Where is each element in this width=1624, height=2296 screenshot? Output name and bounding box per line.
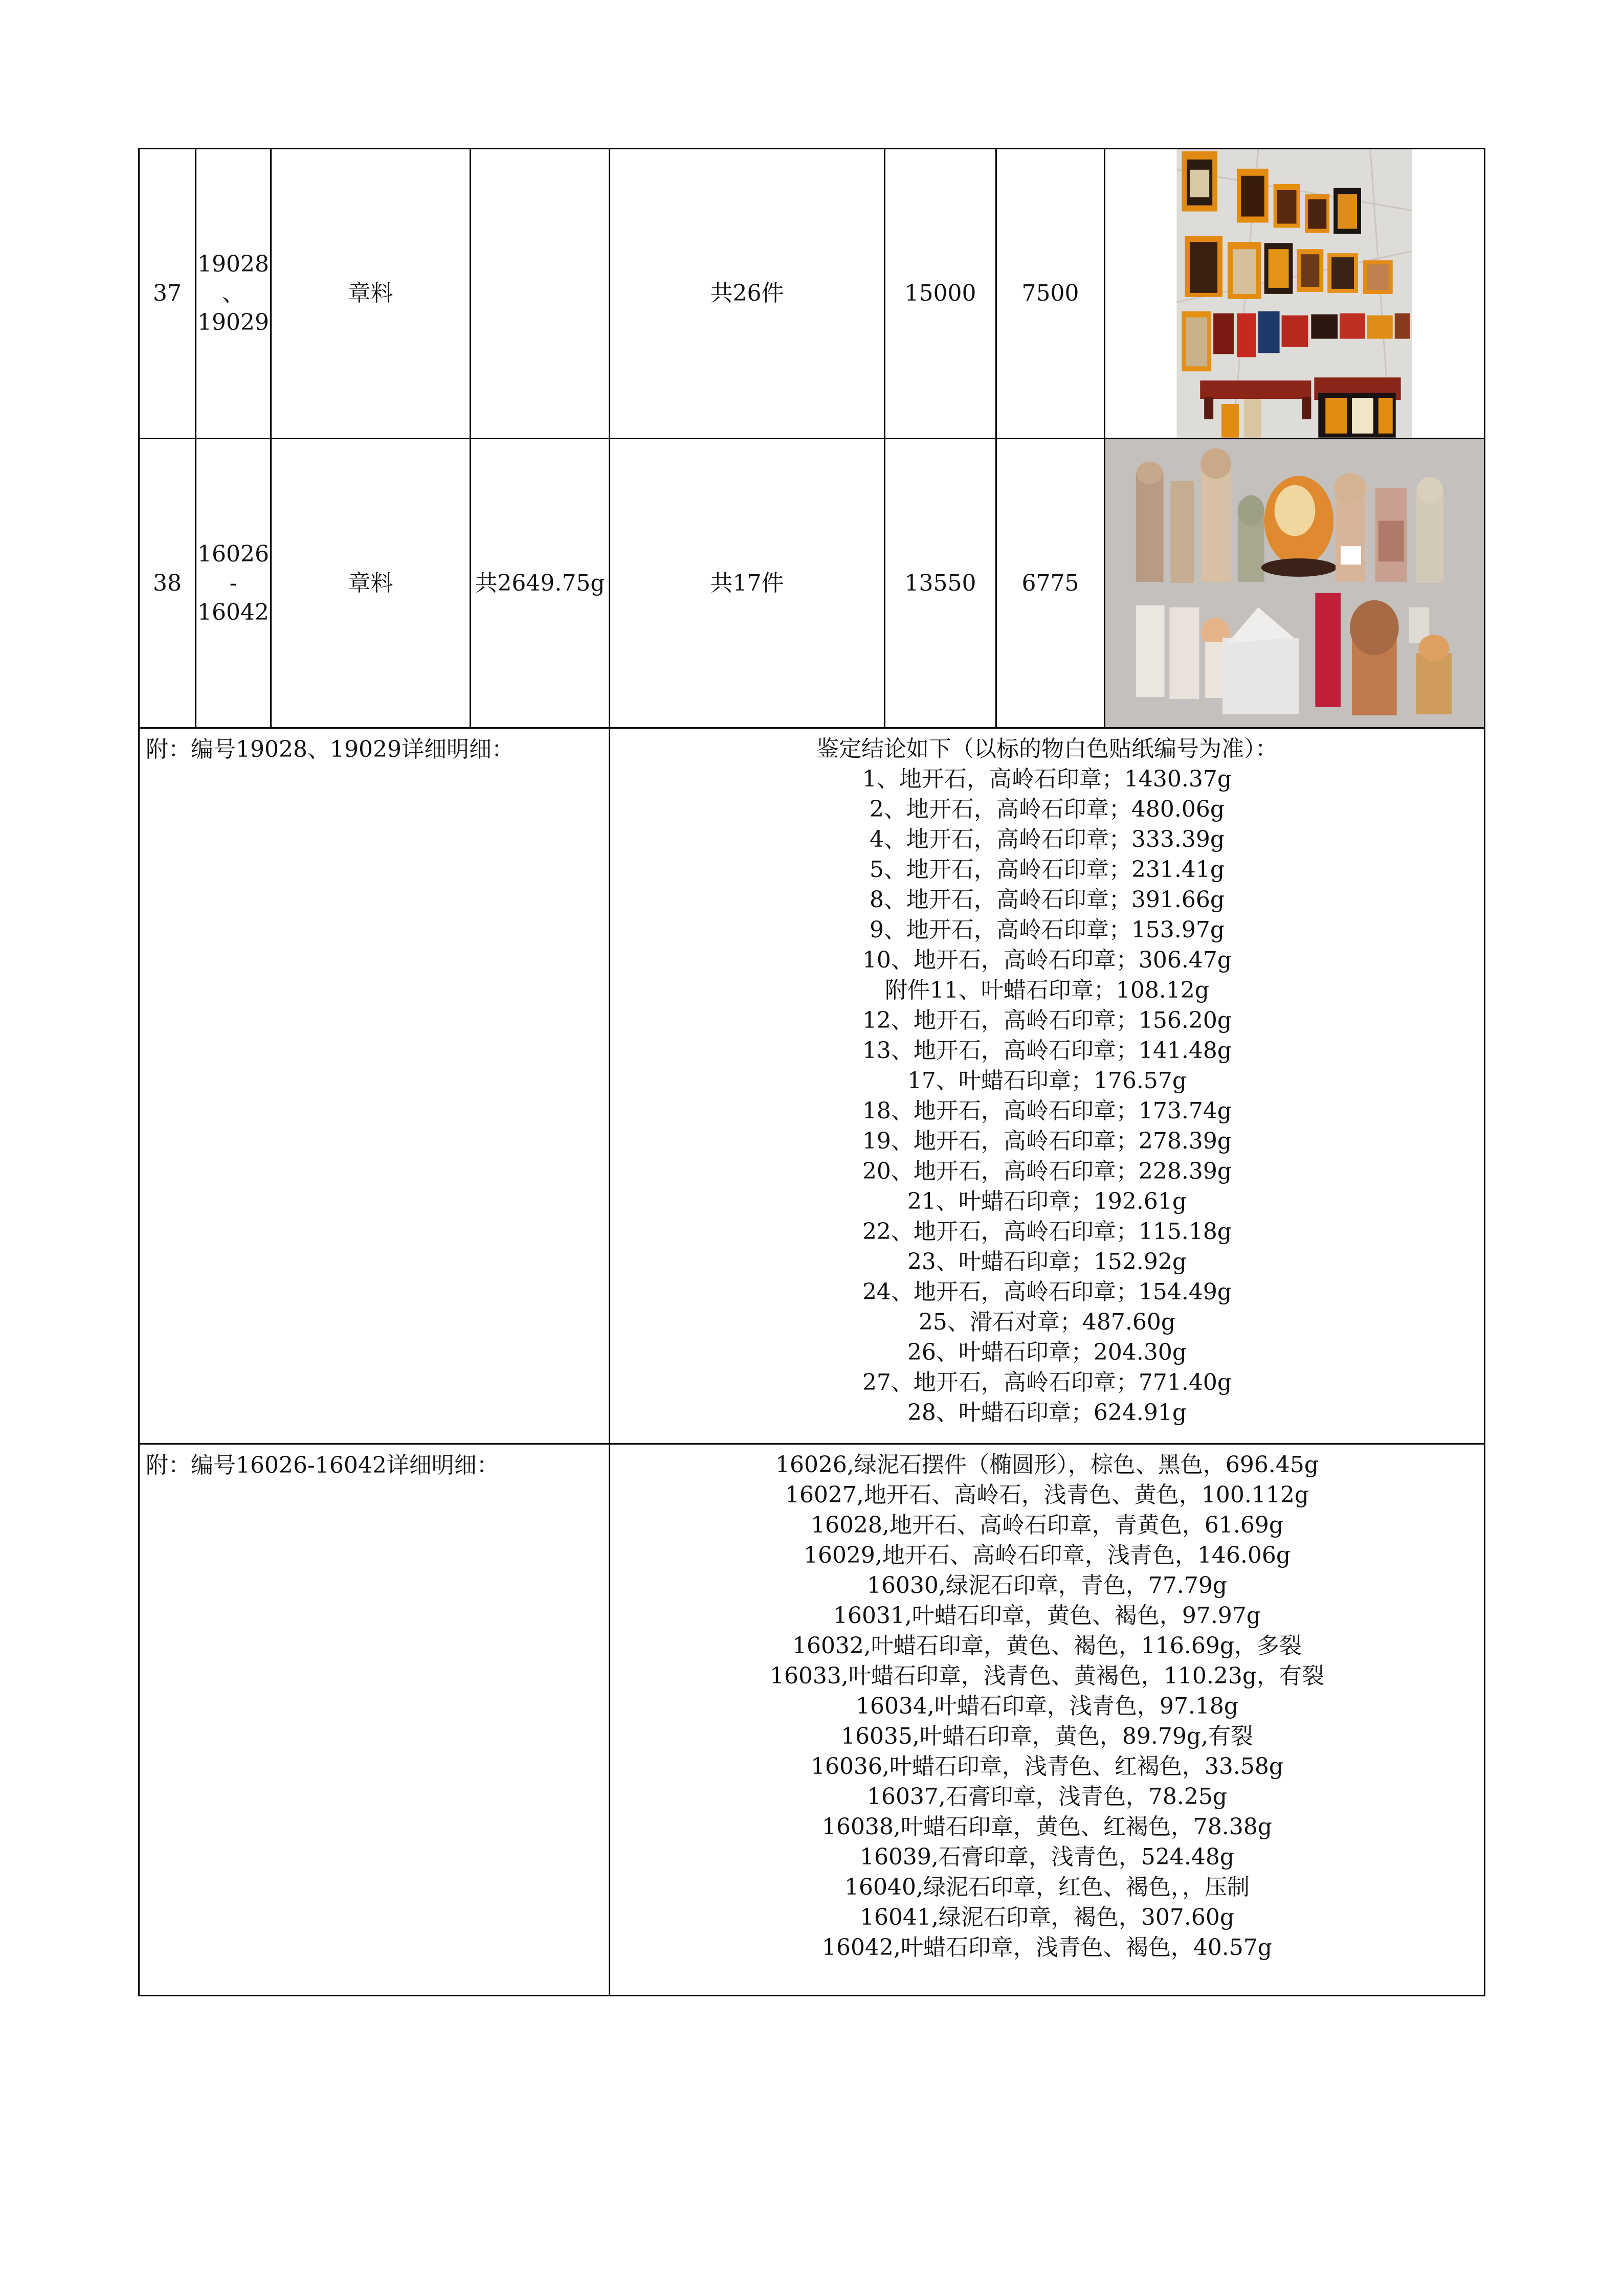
table-row: [139, 438, 1485, 728]
list-item: 鉴定结论如下（以标的物白色贴纸编号为准）：: [816, 736, 1278, 762]
stone-seals-photo: [1105, 438, 1485, 728]
item-code-line: 19028: [197, 251, 269, 278]
item-code-line: 19029: [197, 309, 269, 336]
item-value-2: 7500: [996, 149, 1105, 439]
item-quantity: 共26件: [610, 149, 885, 439]
list-item: 26、叶蜡石印章；204.30g: [907, 1339, 1187, 1366]
list-item: 16033,叶蜡石印章，浅青色、黄褐色，110.23g，有裂: [769, 1663, 1325, 1690]
list-item: 16034,叶蜡石印章，浅青色，97.18g: [855, 1693, 1239, 1720]
list-item: 16039,石膏印章，浅青色，524.48g: [859, 1844, 1235, 1871]
list-item: 16030,绿泥石印章，青色，77.79g: [866, 1572, 1228, 1599]
list-item: 21、叶蜡石印章；192.61g: [907, 1188, 1187, 1215]
list-item: 16035,叶蜡石印章，黄色，89.79g,有裂: [840, 1723, 1254, 1750]
item-code-line: -: [229, 570, 237, 596]
row-index: 37: [139, 149, 196, 439]
item-name: 章料: [271, 438, 471, 728]
list-item: 16041,绿泥石印章，褐色，307.60g: [859, 1904, 1235, 1931]
list-item: 10、地开石，高岭石印章；306.47g: [862, 947, 1232, 974]
item-quantity: 共17件: [610, 438, 885, 728]
list-item: 16026,绿泥石摆件（椭圆形），棕色、黑色，696.45g: [775, 1452, 1319, 1478]
list-item: 16028,地开石、高岭石印章，青黄色，61.69g: [810, 1512, 1284, 1539]
list-item: 2、地开石，高岭石印章；480.06g: [869, 796, 1225, 823]
list-item: 9、地开石，高岭石印章；153.97g: [869, 917, 1225, 943]
list-item: 16031,叶蜡石印章，黄色、褐色，97.97g: [833, 1603, 1261, 1629]
appendix-list: [610, 1444, 1485, 1996]
list-item: 13、地开石，高岭石印章；141.48g: [862, 1038, 1232, 1064]
list-item: 16042,叶蜡石印章，浅青色、褐色，40.57g: [821, 1934, 1273, 1961]
appraisal-table: [138, 148, 1485, 1996]
list-item: 18、地开石，高岭石印章；173.74g: [862, 1098, 1232, 1124]
list-item: 16029,地开石、高岭石印章，浅青色，146.06g: [803, 1542, 1291, 1569]
list-item: 16032,叶蜡石印章，黄色、褐色，116.69g，多裂: [792, 1633, 1302, 1659]
list-item: 23、叶蜡石印章；152.92g: [907, 1249, 1187, 1275]
list-item: 4、地开石，高岭石印章；333.39g: [869, 826, 1225, 853]
appendix-row: [139, 1444, 1485, 1996]
list-item: 28、叶蜡石印章；624.91g: [907, 1400, 1187, 1426]
item-code: [196, 438, 271, 728]
item-code: [196, 149, 271, 439]
appendix-label: 附：编号19028、19029详细明细：: [139, 728, 610, 1444]
list-item: 19、地开石，高岭石印章；278.39g: [862, 1128, 1232, 1155]
item-value-1: 15000: [885, 149, 996, 439]
item-value-1: 13550: [885, 438, 996, 728]
list-item: 12、地开石，高岭石印章；156.20g: [862, 1007, 1232, 1034]
list-item: 24、地开石，高岭石印章；154.49g: [862, 1279, 1232, 1305]
list-item: 20、地开石，高岭石印章；228.39g: [862, 1158, 1232, 1185]
table-row: [139, 149, 1485, 439]
list-item: 8、地开石，高岭石印章；391.66g: [869, 887, 1225, 913]
list-item: 16036,叶蜡石印章，浅青色、红褐色，33.58g: [810, 1753, 1284, 1780]
stone-seals-photo-graphic: [1105, 439, 1484, 728]
list-item: 16027,地开石、高岭石，浅青色、黄色，100.112g: [785, 1482, 1309, 1509]
item-value-2: 6775: [996, 438, 1105, 728]
item-name: 章料: [271, 149, 471, 439]
appendix-label: 附：编号16026-16042详细明细：: [139, 1444, 610, 1996]
boxed-seals-photo-graphic: [1105, 149, 1484, 438]
boxed-seals-photo: [1105, 149, 1485, 439]
list-item: 5、地开石，高岭石印章；231.41g: [869, 857, 1225, 883]
list-item: 22、地开石，高岭石印章；115.18g: [862, 1219, 1232, 1245]
row-index: 38: [139, 438, 196, 728]
list-item: 17、叶蜡石印章；176.57g: [907, 1068, 1187, 1094]
appendix-list: [610, 728, 1485, 1444]
item-code-line: 16026: [197, 541, 269, 567]
list-item: 16040,绿泥石印章，红色、褐色，，压制: [844, 1874, 1250, 1901]
item-code-line: 16042: [197, 599, 269, 626]
list-item: 25、滑石对章；487.60g: [918, 1309, 1176, 1336]
list-item: 16038,叶蜡石印章，黄色、红褐色，78.38g: [821, 1814, 1273, 1840]
list-item: 1、地开石，高岭石印章；1430.37g: [862, 766, 1232, 793]
item-weight: [471, 149, 610, 439]
item-code-line: 、: [222, 280, 244, 307]
list-item: 附件11、叶蜡石印章；108.12g: [884, 977, 1210, 1004]
list-item: 27、地开石，高岭石印章；771.40g: [862, 1369, 1232, 1396]
item-weight: 共2649.75g: [471, 438, 610, 728]
appendix-row: [139, 728, 1485, 1444]
list-item: 16037,石膏印章，浅青色，78.25g: [866, 1784, 1228, 1810]
